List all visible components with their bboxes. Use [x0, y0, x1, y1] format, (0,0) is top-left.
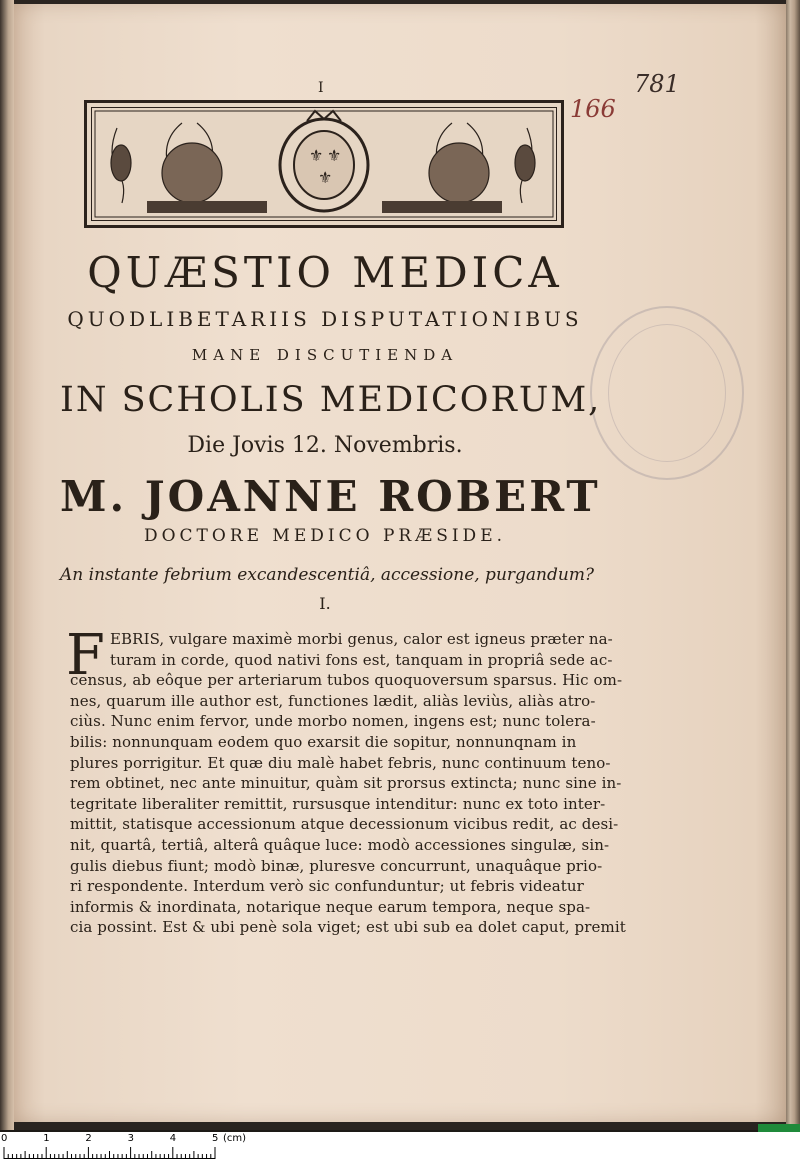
- body-line: informis & inordinata, notarique neque earum tempora, neque spa-: [70, 897, 591, 916]
- drop-cap: F: [66, 623, 105, 688]
- scale-ruler: [0, 1132, 800, 1159]
- ruler-label: 5: [212, 1133, 219, 1144]
- library-stamp: [590, 306, 744, 480]
- title-line-3: MANE DISCUTIENDA: [191, 346, 459, 364]
- ruler-label: 2: [85, 1133, 92, 1144]
- presiding-title: DOCTORE MEDICO PRÆSIDE.: [143, 526, 507, 546]
- ruler-label: 3: [127, 1133, 134, 1144]
- book-gutter: [0, 0, 14, 1130]
- ornamental-headpiece-icon: [84, 100, 564, 228]
- title-date: Die Jovis 12. Novembris.: [187, 433, 463, 458]
- body-line: gulis diebus fiunt; modò binæ, pluresve concurrunt, unaquâque prio-: [70, 856, 603, 875]
- title-line-4: IN SCHOLIS MEDICORUM,: [60, 380, 602, 420]
- body-line: rem obtinet, nec ante minuitur, quàm sit prorsus extincta; nunc sine in-: [70, 774, 622, 793]
- svg-text:⚜: ⚜: [318, 168, 333, 187]
- svg-text:⚜: ⚜: [309, 146, 324, 165]
- presiding-doctor: M. JOANNE ROBERT: [60, 472, 601, 521]
- ruler-label: 1: [43, 1133, 50, 1144]
- body-line: mittit, statisque accessionum atque decessionum vicibus redit, ac desi-: [70, 815, 619, 834]
- page-number: I: [318, 80, 324, 96]
- headpiece-engraving: [87, 103, 561, 225]
- body-line: tegritate liberaliter remittit, rursusque intenditur: nunc ex toto inter-: [70, 794, 606, 813]
- title-line-1: QUÆSTIO MEDICA: [87, 248, 563, 297]
- ruler-unit: (cm): [223, 1133, 247, 1144]
- body-line: EBRIS, vulgare maximè morbi genus, calor est igneus præter na-: [110, 630, 613, 648]
- body-line: ri respondente. Interdum verò sic confunduntur; ut febris videatur: [70, 877, 584, 896]
- page-edge: [786, 0, 800, 1130]
- section-numeral: I.: [319, 594, 331, 613]
- body-line: cia possint. Est & ubi penè sola viget; est ubi sub ea dolet caput, premit: [70, 918, 626, 937]
- title-line-2: QUODLIBETARIIS DISPUTATIONIBUS: [67, 307, 583, 331]
- svg-text:⚜: ⚜: [327, 146, 342, 165]
- body-line: turam in corde, quod nativi fons est, tanquam in propriâ sede ac-: [110, 650, 613, 669]
- body-line: plures porrigitur. Et quæ diu malè habet febris, nunc continuum teno-: [70, 753, 611, 772]
- ruler-label: 4: [169, 1133, 177, 1144]
- ruler-ticks: [0, 1132, 800, 1159]
- body-line: bilis: nonnunquam eodem quo exarsit die sopitur, nonnunqnam in: [70, 733, 577, 751]
- handwritten-red-number: 166: [570, 95, 616, 123]
- ruler-label: 0: [1, 1133, 8, 1144]
- body-line: nes, quarum ille author est, functiones lædit, aliàs leviùs, aliàs atro-: [70, 691, 596, 710]
- handwritten-number: 781: [634, 70, 680, 98]
- body-line: nit, quartâ, tertiâ, alterâ quâque luce: modò accessiones singulæ, sin-: [70, 836, 610, 854]
- body-line: ciùs. Nunc enim fervor, unde morbo nomen, ingens est; nunc tolera-: [70, 712, 596, 731]
- thesis-question: An instante febrium excandescentiâ, accessione, purgandum?: [60, 565, 595, 585]
- body-line: census, ab eôque per arteriarum tubos quoquoversum sparsus. Hic om-: [70, 671, 623, 690]
